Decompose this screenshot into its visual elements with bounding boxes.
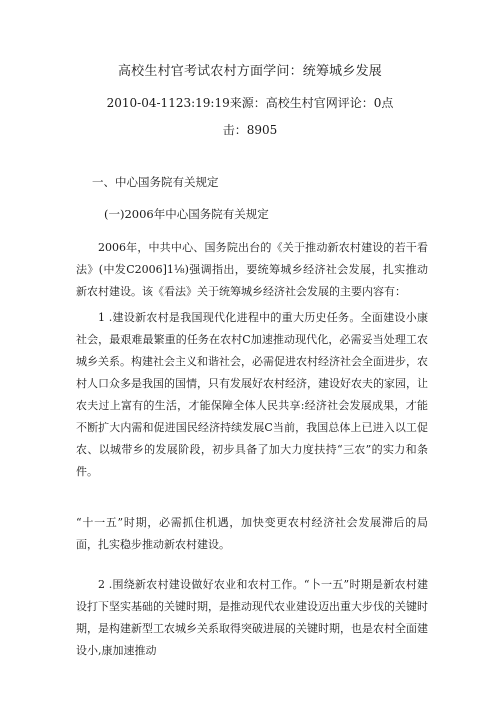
intro-paragraph	[76, 237, 428, 303]
article-meta-line-1: 2010-04-1123:19:19来源：高校生村官网评论：0点	[106, 96, 394, 110]
follow-up-paragraph-text: “十一五”时期，必需抓住机遇，加快变更农村经济社会发展滞后的局面，扎实稳步推动新农村建设。	[76, 516, 428, 551]
list-item-2	[76, 574, 428, 662]
subsection-heading: (一)2006年中心国务院有关规定	[104, 207, 269, 221]
document-title: 高校生村官考试农村方面学问：统筹城乡发展	[117, 64, 382, 79]
article-meta	[60, 90, 440, 144]
list-item-1	[76, 307, 428, 483]
list-item-2-text: 2 .围绕新农村建设做好农业和农村工作。“卜一五”时期是新农村建设打下坚实基础的关键时期，是推动现代农业建设迈出重大步伐的关键时期，是构建新型工农城乡关系取得突破进展的关键时期，也是农村全面建设小,康加速推动	[76, 578, 428, 657]
section-heading: 一、中心国务院有关规定	[92, 175, 219, 189]
follow-up-paragraph	[76, 512, 428, 556]
intro-paragraph-text: 2006年，中共中心、国务院出台的《关于推动新农村建设的若干看法》(中发C2006]1⅛)强调指出，要统筹城乡经济社会发展，扎实推动新农村建设。该《看法》关于统筹城乡经济社会发展的主要内容有：	[76, 241, 428, 298]
list-item-1-text: 1 .建设新农村是我国现代化进程中的重大历史任务。全面建设小康社会，最艰难最繁重的任务在农村C加速推动现代化，必需妥当处理工农城乡关系。构建社会主义和谐社会，必需促进农村经济社会全面进步，农村人口众多是我国的国情，只有发展好农村经济，建设好农夫的家园，让农夫过上富有的生活，才能保障全体人民共享:经济社会发展成果，才能不断扩大内需和促进国民经济持续发展C当前，我国总体上已进入以工促农、以城带乡的发展阶段，初步具备了加大力度扶持“三农”的实力和条件。	[76, 311, 428, 478]
article-meta-line-2: 击：8905	[222, 123, 278, 137]
